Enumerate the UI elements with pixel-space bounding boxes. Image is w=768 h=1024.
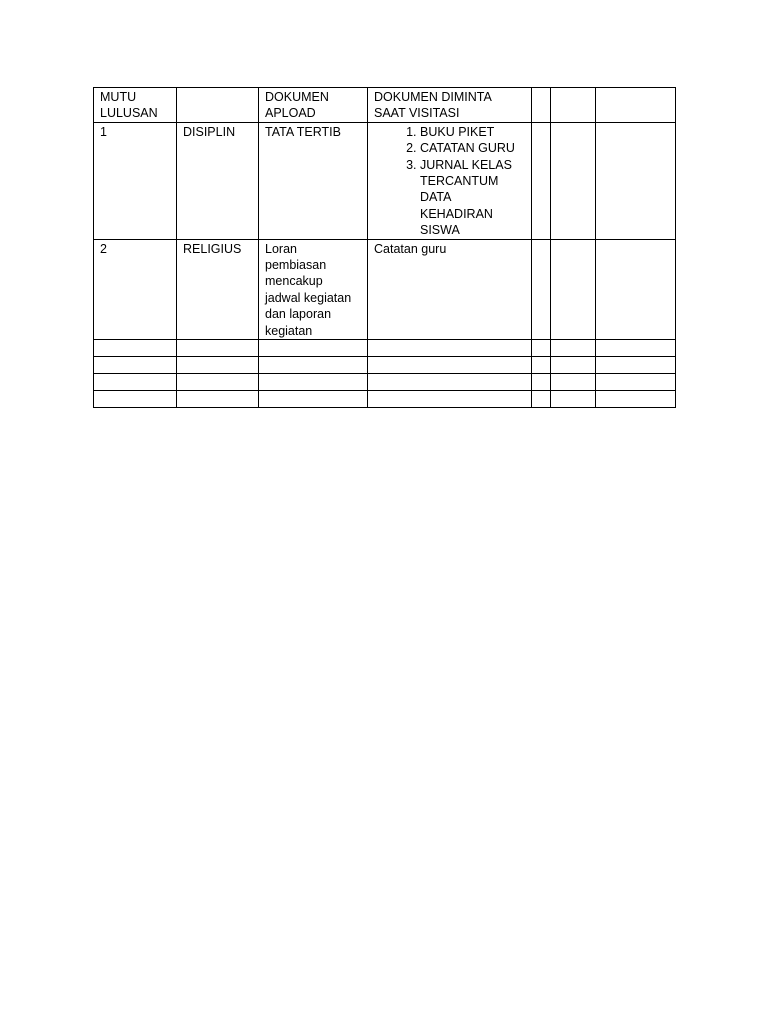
empty-cell — [177, 340, 259, 357]
visitation-document-table — [93, 87, 676, 408]
empty-cell — [368, 340, 532, 357]
empty-cell — [532, 391, 551, 408]
empty-cell — [177, 357, 259, 374]
empty-cell — [551, 391, 596, 408]
row-requested-document: Catatan guru — [368, 239, 532, 339]
empty-cell — [259, 357, 368, 374]
empty-cell — [596, 239, 676, 339]
empty-cell — [532, 357, 551, 374]
header-blank-col5 — [532, 88, 551, 123]
empty-cell — [532, 122, 551, 239]
row-upload-document: TATA TERTIB — [259, 122, 368, 239]
empty-cell — [551, 340, 596, 357]
row-category: RELIGIUS — [177, 239, 259, 339]
empty-cell — [177, 374, 259, 391]
empty-cell — [259, 374, 368, 391]
header-blank-col2 — [177, 88, 259, 123]
table-row — [94, 239, 676, 339]
empty-table-row — [94, 391, 676, 408]
empty-cell — [551, 239, 596, 339]
header-blank-col6 — [551, 88, 596, 123]
empty-cell — [532, 239, 551, 339]
table-row — [94, 122, 676, 239]
empty-cell — [596, 357, 676, 374]
empty-table-row — [94, 357, 676, 374]
empty-cell — [596, 340, 676, 357]
table-header-row — [94, 88, 676, 123]
empty-cell — [94, 357, 177, 374]
empty-cell — [368, 357, 532, 374]
empty-cell — [596, 122, 676, 239]
empty-cell — [596, 391, 676, 408]
header-blank-col7 — [596, 88, 676, 123]
requested-documents-list — [374, 124, 525, 239]
row-number: 1 — [94, 122, 177, 239]
header-mutu-lulusan: MUTU LULUSAN — [94, 88, 177, 123]
list-item: 1. BUKU PIKET — [420, 124, 525, 140]
empty-cell — [259, 340, 368, 357]
empty-cell — [551, 357, 596, 374]
empty-cell — [551, 374, 596, 391]
empty-cell — [532, 340, 551, 357]
empty-cell — [94, 374, 177, 391]
empty-cell — [177, 391, 259, 408]
row-number: 2 — [94, 239, 177, 339]
empty-cell — [259, 391, 368, 408]
empty-table-row — [94, 374, 676, 391]
list-item: 3. JURNAL KELAS TERCANTUM DATA KEHADIRAN SISWA — [420, 157, 525, 239]
empty-cell — [368, 391, 532, 408]
row-upload-document: Loran pembiasan mencakup jadwal kegiatan dan laporan kegiatan — [259, 239, 368, 339]
empty-cell — [551, 122, 596, 239]
empty-cell — [368, 374, 532, 391]
list-item: 2. CATATAN GURU — [420, 140, 525, 156]
header-dokumen-apload: DOKUMEN APLOAD — [259, 88, 368, 123]
empty-table-row — [94, 340, 676, 357]
empty-cell — [532, 374, 551, 391]
row-category: DISIPLIN — [177, 122, 259, 239]
row-requested-documents — [368, 122, 532, 239]
empty-cell — [94, 391, 177, 408]
header-dokumen-diminta: DOKUMEN DIMINTA SAAT VISITASI — [368, 88, 532, 123]
empty-cell — [596, 374, 676, 391]
empty-cell — [94, 340, 177, 357]
